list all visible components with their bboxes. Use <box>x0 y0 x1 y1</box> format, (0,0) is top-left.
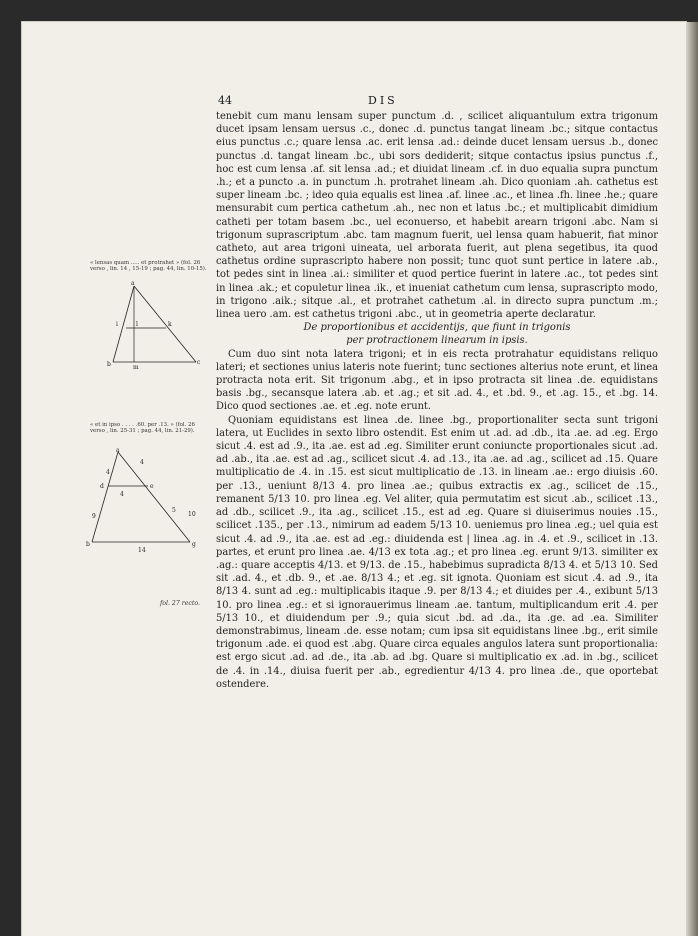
fig2-label-d: d <box>100 483 104 490</box>
fig1-label-c: c <box>197 359 201 366</box>
page-edge <box>686 22 698 936</box>
fig2-label-a: a <box>116 447 120 454</box>
fig1-label-k: k <box>168 321 172 328</box>
fig2-label-de: 4 <box>120 491 124 498</box>
margin-note-1: « lensas quam ..... et protrahet » (fol. 26 verso , lin. 14 , 15-19 ; pag. 44, lin. 10-15). <box>90 260 207 273</box>
margin-note-2: « et in ipso . . . . .60. per .13. » (fol. 26 verso , lin. 25-31 ; pag. 44, lin. 21-29). <box>90 422 195 435</box>
fig2-label-bg: 14 <box>138 547 146 554</box>
triangle-figure-2 <box>86 446 206 558</box>
triangle-figure-1 <box>107 280 210 371</box>
fig2-label-eg-frac: 5 <box>172 507 176 514</box>
section-title-line-2: per protractionem linearum in ipsis. <box>346 335 528 347</box>
main-text <box>216 110 658 691</box>
figure-caption: fol. 27 recto. <box>160 600 200 607</box>
fig1-label-m: m <box>133 364 139 371</box>
fig2-label-b: b <box>86 541 90 548</box>
fig2-label-ae: 4 <box>140 459 144 466</box>
running-head: DIS <box>368 94 398 107</box>
fig2-label-bd: 9 <box>92 513 96 520</box>
fig1-label-l: l <box>136 321 138 328</box>
fig2-label-ad: 4 <box>106 469 110 476</box>
fig1-label-b: b <box>107 361 111 368</box>
page-number: 44 <box>218 94 232 107</box>
paragraph-3: Quoniam equidistans est linea .de. linee .bg., proportionaliter secta sunt trigoni latera, ut Euclides in sexto libro ostendit. Est enim ut .ad. ad .db., ita .ae. ad .eg. Ergo sicut .4. est ad .9., ita .ae. est ad .eg. Similiter erunt coniuncte proportionales sicut .ad. ad .ab., ita .ae. est ad .ag., scilicet sicut .4. ad .13., ita .ae. ad .ag., scilicet ad .15. Quare multiplicatio de .4. in .15. est sicut multiplicatio de .13. in lineam .ae.: ergo diuisis .60. per .13., ueniunt 8/13 4. pro linea .ae.; quibus extractis ex .ag., scilicet de .15., remanent 5/13 10. pro linea .eg. Vel aliter, quia permutatim est sicut .ab., scilicet .13., ad .db., scilicet .9., ita .ag., scilicet .15., est ad .eg. Quare si diuiserimus nouies .15., scilicet .135., per .13., nimirum ad eadem 5/13 10. ueniemus pro linea .eg.; uel quia est sicut .4. ad .9., ita .ae. est ad .eg.: diuidenda est | linea .ag. in .4. et .9., scilicet in .13. partes, et erunt pro linea .ae. 4/13 ex tota .ag.; et pro linea .eg. erunt 9/13. similiter ex .ag.: quare acceptis 4/13. et 9/13. de .15., habebimus supradicta 8/13 4. et 5/13 10. Sed sit .ad. 4., et .db. 9., et .ae. 8/13 4.; et .eg. sit ignota. Quoniam est sicut .4. ad .9., ita 8/13 4. sunt ad .eg.: multiplicabis itaque .9. per 8/13 4.; et diuides per .4., exibunt 5/13 10. pro linea .eg.: et si ignorauerimus lineam .ae. tantum, multiplicandum erit .4. per 5/13 10., et diuidendum per .9.; quia sicut .bd. ad .da., ita .ge. ad .ea. Similiter demonstrabimus, lineam .de. esse notam; cum ipsa sit equidistans linee .bg., erit simile trigonum .ade. ei quod est .abg. Quare circa equales angulos latera sunt proportionalia: est ergo sicut .ad. ad .de., ita .ab. ad .bg. Quare si multiplicatio ex .ad. in .bg., scilicet de .4. in .14., diuisa fuerit per .ab., egredientur 4/13 4. pro linea .de., que oportebat ostendere. <box>216 414 658 690</box>
fig2-label-g: g <box>192 541 196 548</box>
fig2-label-eg: 10 <box>188 511 196 518</box>
section-title-line-1: De proportionibus et accidentijs, que fiunt in trigonis <box>303 322 571 334</box>
fig1-label-i: i <box>116 321 118 328</box>
fig2-label-e: e <box>150 483 154 490</box>
fig1-label-a: a <box>131 280 135 287</box>
paragraph-2: Cum duo sint nota latera trigoni; et in eis recta protrahatur equidistans reliquo lateri; et sectiones unius lateris note fuerint; tunc sectiones alterius note erunt, et linea protracta nota erit. Sit trigonum .abg., et in ipso protracta sit linea .de. equidistans basis .bg., secansque latera .ab. et .ag.; et sit .ad. 4., et .bd. 9., et .ag. 15., et .bg. 14. Dico quod sectiones .ae. et .eg. note erunt. <box>216 348 658 413</box>
paragraph-1: tenebit cum manu lensam super punctum .d. , scilicet aliquantulum extra trigonum ducet ipsam lensam uersus .c., donec .d. punctus tangat lineam .bc.; sitque contactus eius punctus .c.; quare lensa .ac. erit lensa .ad.: deinde ducet lensam uersus .b., donec punctus .d. tangat lineam .bc., ubi sors dediderit; sitque contactus ipsius punctus .f., hoc est cum lensa .af. sit lensa .ad.; et diuidat lineam .cf. in duo equalia supra punctum .h.; et a puncto .a. in punctum .h. protrahet lineam .ah. Dico quoniam .ah. cathetus est super lineam .bc. ; ideo quia equalis est linea .af. linee .ac., et linea .fh. linee .he.; quare mensurabit cum pertica cathetum .ah., nec non et latus .bc.; et multiplicabit dimidium catheti per totam basem .bc., uel econuerso, et habebit arearn trigoni .abc. Nam si trigonum suprascriptum .abc. tam magnum fuerit, uel lensa quam habuerit, fiat minor catheto, aut area trigoni uineata, uel arborata fuerit, aut plena segetibus, ita quod cathetus ordine suprascripto habere non possit; tunc quot sunt pertice in latere .ab., tot pedes sint in linea .ai.: similiter et quod pertice fuerint in latere .ac., tot pedes sint in linea .ak.; et copuletur linea .ik., et inueniat cathetum cum lensa, suprascripto modo, in trigono .aik.; sitque .al., et protrahet cathetum .al. in directo supra punctum .m.; linea uero .am. est cathetus trigoni .abc., ut in geometria aperte declaratur. <box>216 111 658 321</box>
